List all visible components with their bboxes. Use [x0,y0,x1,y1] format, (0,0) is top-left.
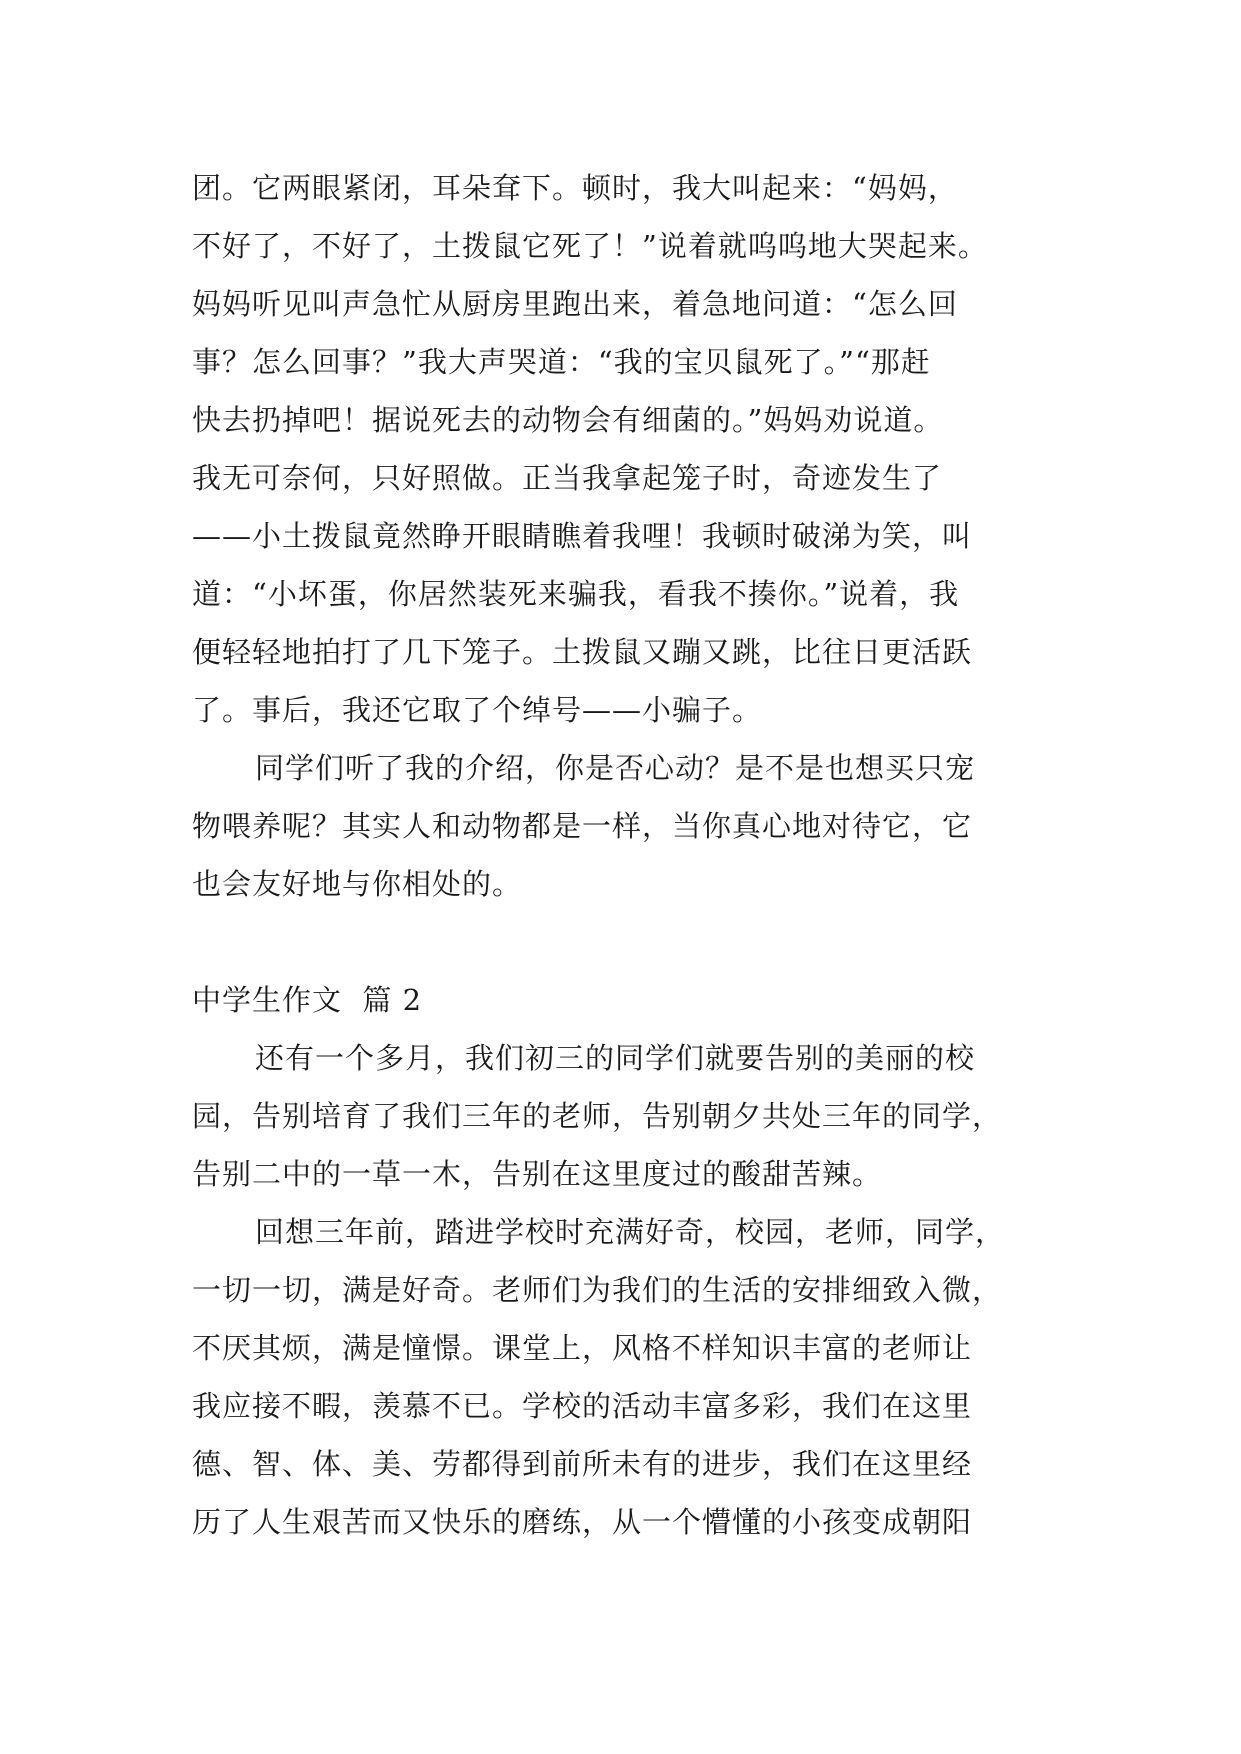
body-line: 告别二中的一草一木，告别在这里度过的酸甜苦辣。 [192,1157,883,1191]
body-line: 事？怎么回事？”我大声哭道：“我的宝贝鼠死了。”“那赶 [192,345,931,379]
body-line: 不好了，不好了，土拨鼠它死了！”说着就呜呜地大哭起来。 [192,229,988,263]
body-line: 德、智、体、美、劳都得到前所未有的进步，我们在这里经 [192,1447,973,1481]
body-line: 团。它两眼紧闭，耳朵耷下。顿时，我大叫起来：“妈妈， [192,171,958,205]
body-line: 便轻轻地拍打了几下笼子。土拨鼠又蹦又跳，比往日更活跃 [192,635,973,669]
body-line: 园，告别培育了我们三年的老师，告别朝夕共处三年的同学， [192,1099,1003,1133]
body-line: 也会友好地与你相处的。 [192,867,523,901]
body-line: 不厌其烦，满是憧憬。课堂上，风格不样知识丰富的老师让 [192,1331,973,1365]
paragraph-first-line: 回想三年前，踏进学校时充满好奇，校园，老师，同学， [255,1215,1006,1249]
article-title: 中学生作文 篇 2 [192,983,423,1017]
body-line: 了。事后，我还它取了个绰号——小骗子。 [192,693,763,727]
body-line: 妈妈听见叫声急忙从厨房里跑出来，着急地问道：“怎么回 [192,287,958,321]
body-line: 物喂养呢？其实人和动物都是一样，当你真心地对待它，它 [192,809,973,843]
body-line: 我无可奈何，只好照做。正当我拿起笼子时，奇迹发生了 [192,461,943,495]
body-line: 快去扔掉吧！据说死去的动物会有细菌的。”妈妈劝说道。 [192,403,944,437]
body-line: ——小土拨鼠竟然睁开眼睛瞧着我哩！我顿时破涕为笑，叫 [192,519,973,553]
body-line: 我应接不暇，羡慕不已。学校的活动丰富多彩，我们在这里 [192,1389,973,1423]
body-line: 道：“小坏蛋，你居然装死来骗我，看我不揍你。”说着，我 [192,577,960,611]
body-line: 历了人生艰苦而又快乐的磨练，从一个懵懂的小孩变成朝阳 [192,1505,973,1539]
body-line: 一切一切，满是好奇。老师们为我们的生活的安排细致入微， [192,1273,1003,1307]
paragraph-first-line: 同学们听了我的介绍，你是否心动？是不是也想买只宠 [255,751,976,785]
paragraph-first-line: 还有一个多月，我们初三的同学们就要告别的美丽的校 [255,1041,976,1075]
